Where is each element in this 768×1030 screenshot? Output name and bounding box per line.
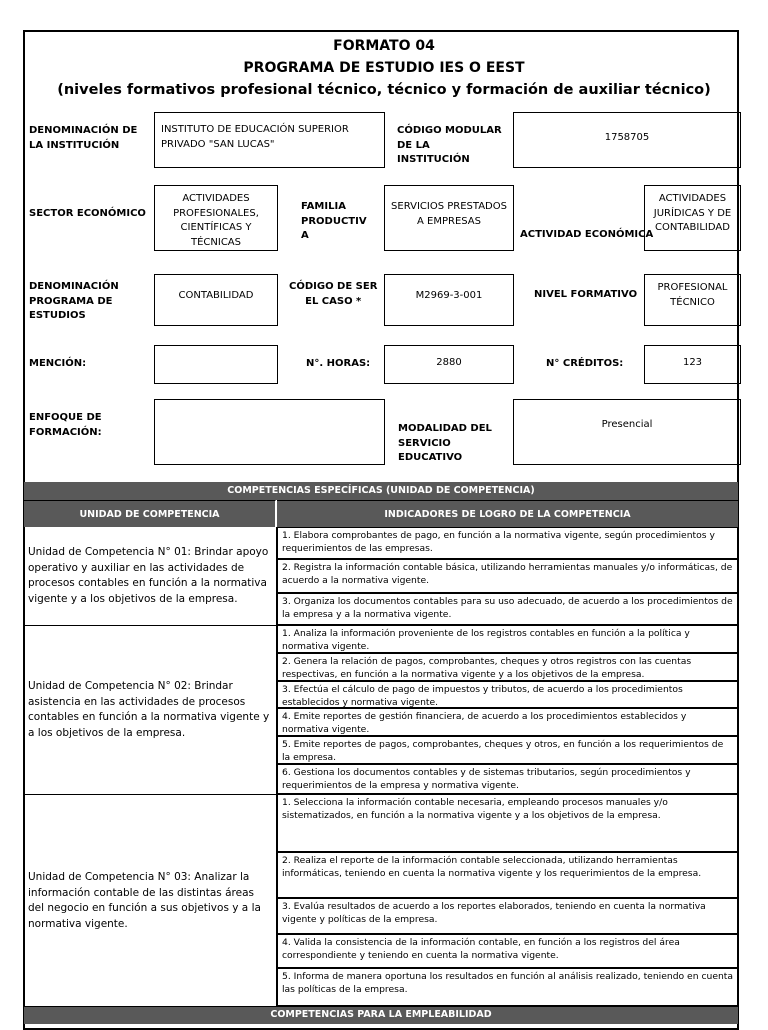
indicator-1-1: 1. Elabora comprobantes de pago, en función a la normativa vigente, según procedimientos y requerimientos de las empresas. xyxy=(277,527,739,559)
unit-competency-1: Unidad de Competencia N° 01: Brindar apoyo operativo y auxiliar en las actividades de procesos contables en función a la normativa vigente y a los objetivos de la empresa. xyxy=(28,546,269,605)
institution-name-field: INSTITUTO DE EDUCACIÓN SUPERIOR PRIVADO "SAN LUCAS" xyxy=(154,112,385,168)
mention-label: MENCIÓN: xyxy=(29,358,87,369)
modular-code-label: CÓDIGO MODULAR DE LA INSTITUCIÓN xyxy=(397,125,502,165)
training-level-label: NIVEL FORMATIVO xyxy=(534,289,638,300)
program-name-field: CONTABILIDAD xyxy=(154,274,278,326)
economic-sector-label: SECTOR ECONÓMICO xyxy=(29,208,146,219)
productive-family-field: SERVICIOS PRESTADOS A EMPRESAS xyxy=(384,185,514,251)
indicator-2-2: 2. Genera la relación de pagos, comprobantes, cheques y otros registros con las cuentas respectivas, en función a la normativa vigente y a los objetivos de la empresa. xyxy=(277,653,739,681)
mention-field xyxy=(154,345,278,384)
unit-column-header: UNIDAD DE COMPETENCIA xyxy=(24,500,276,527)
modular-code-field: 1758705 xyxy=(513,112,741,168)
indicator-2-3: 3. Efectúa el cálculo de pago de impuestos y tributos, de acuerdo a los procedimientos establecidos y normativa vigente. xyxy=(277,681,739,708)
specific-competencies-header: COMPETENCIAS ESPECÍFICAS (UNIDAD DE COMPETENCIA) xyxy=(24,482,738,500)
economic-activity-label: ACTIVIDAD ECONÓMICA xyxy=(520,229,654,240)
employability-competencies-header: COMPETENCIAS PARA LA EMPLEABILIDAD xyxy=(24,1006,738,1024)
indicator-2-5: 5. Emite reportes de pagos, comprobantes, cheques y otros, en función a los requerimientos de la empresa. xyxy=(277,736,739,764)
hours-field: 2880 xyxy=(384,345,514,384)
modality-label: MODALIDAD DEL SERVICIO EDUCATIVO xyxy=(398,423,492,463)
indicators-column-header: INDICADORES DE LOGRO DE LA COMPETENCIA xyxy=(277,500,738,527)
hours-label: N°. HORAS: xyxy=(306,358,371,369)
institution-name-label: DENOMINACIÓN DE LA INSTITUCIÓN xyxy=(29,125,138,151)
indicator-1-3: 3. Organiza los documentos contables para su uso adecuado, de acuerdo a los procedimientos de la empresa y a la normativa vigente. xyxy=(277,593,739,625)
training-level-field: PROFESIONAL TÉCNICO xyxy=(644,274,741,326)
training-approach-field xyxy=(154,399,385,465)
indicator-3-3: 3. Evalúa resultados de acuerdo a los reportes elaborados, teniendo en cuenta la normativa vigente y políticas de la empresa. xyxy=(277,898,739,934)
productive-family-label: FAMILIA PRODUCTIV A xyxy=(301,201,367,241)
indicator-2-4: 4. Emite reportes de gestión financiera, de acuerdo a los procedimientos establecidos y normativa vigente. xyxy=(277,708,739,736)
unit-competency-3: Unidad de Competencia N° 03: Analizar la información contable de las distintas áreas del negocio en función a sus objetivos y a la normativa vigente. xyxy=(28,871,261,930)
program-name-label: DENOMINACIÓN PROGRAMA DE ESTUDIOS xyxy=(29,281,119,321)
code-label: CÓDIGO DE SER EL CASO * xyxy=(289,281,378,307)
indicator-3-2: 2. Realiza el reporte de la información contable seleccionada, utilizando herramientas informáticas, teniendo en cuenta la normativa vigente y los requerimientos de la empresa. xyxy=(277,852,739,898)
modality-field: Presencial xyxy=(513,399,741,465)
code-field: M2969-3-001 xyxy=(384,274,514,326)
training-approach-label: ENFOQUE DE FORMACIÓN: xyxy=(29,412,102,438)
credits-label: N° CRÉDITOS: xyxy=(546,358,624,369)
economic-sector-field: ACTIVIDADES PROFESIONALES, CIENTÍFICAS Y TÉCNICAS xyxy=(154,185,278,251)
indicator-1-2: 2. Registra la información contable básica, utilizando herramientas manuales y/o informáticas, de acuerdo a la normativa vigente. xyxy=(277,559,739,593)
credits-field: 123 xyxy=(644,345,741,384)
indicator-2-6: 6. Gestiona los documentos contables y de sistemas tributarios, según procedimientos y requerimientos de la empresa y normativa vigente. xyxy=(277,764,739,794)
program-title: PROGRAMA DE ESTUDIO IES O EEST xyxy=(243,60,525,76)
indicator-2-1: 1. Analiza la información proveniente de los registros contables en función a la política y normativa vigente. xyxy=(277,625,739,653)
indicator-3-1: 1. Selecciona la información contable necesaria, empleando procesos manuales y/o sistematizados, en función a la normativa vigente y a los objetivos de la empresa. xyxy=(277,794,739,852)
indicator-3-5: 5. Informa de manera oportuna los resultados en función al análisis realizado, teniendo en cuenta las políticas de la empresa. xyxy=(277,968,739,1006)
unit-competency-2: Unidad de Competencia N° 02: Brindar asistencia en las actividades de procesos contables en función a la normativa vigente y a los objetivos de la empresa. xyxy=(28,680,270,739)
program-subtitle: (niveles formativos profesional técnico, técnico y formación de auxiliar técnico) xyxy=(57,82,711,98)
economic-activity-field: ACTIVIDADES JURÍDICAS Y DE CONTABILIDAD xyxy=(644,185,741,251)
indicator-3-4: 4. Valida la consistencia de la información contable, en función a los registros del área correspondiente y teniendo en cuenta la normativa vigente. xyxy=(277,934,739,968)
format-title: FORMATO 04 xyxy=(333,38,435,54)
